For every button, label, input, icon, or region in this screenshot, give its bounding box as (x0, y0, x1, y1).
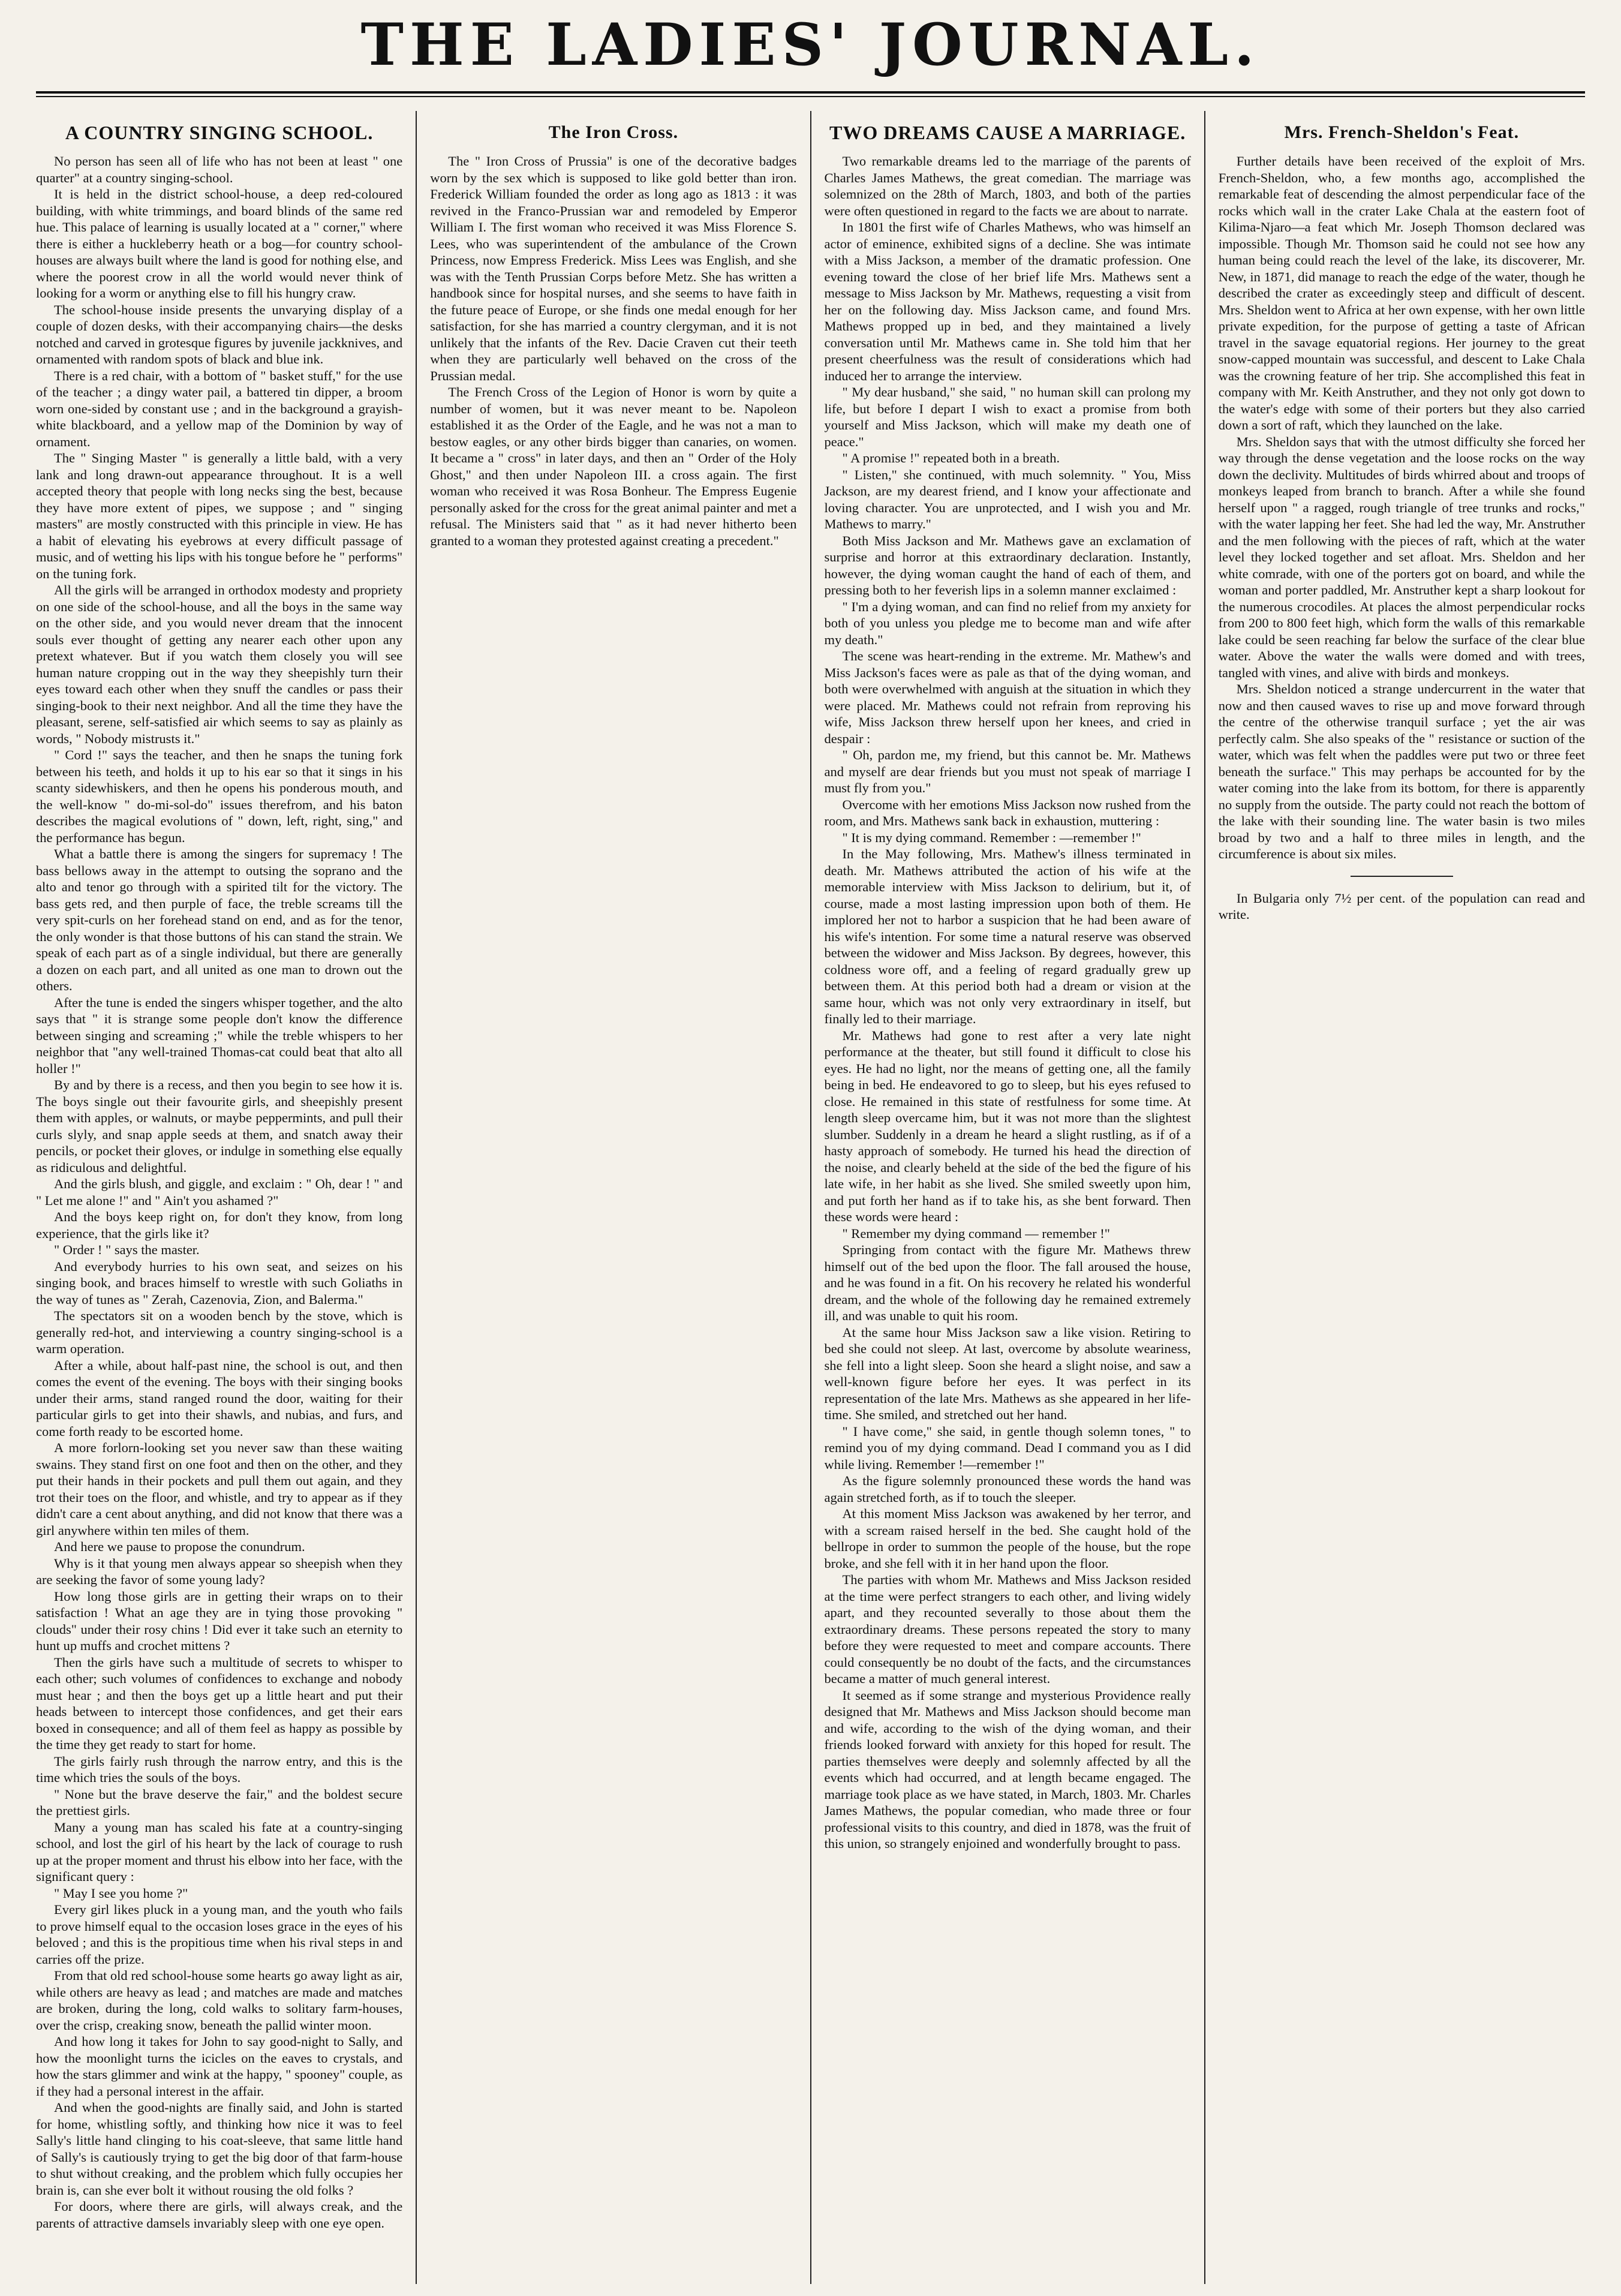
article-3 (1219, 122, 1585, 862)
article-title: The Iron Cross. (548, 122, 679, 142)
paragraph: And here we pause to propose the conundrum. (54, 1539, 305, 1554)
paragraph: " Remember my dying command — remember !" (842, 1225, 1110, 1241)
paragraph: In the May following, Mrs. Mathew's illness terminated in death. Mr. Mathews attributed the action of his wife at the memorable interview with Miss Jackson to delirium, but it, of course, made a most lasting impression upon both of them. He implored her not to harbor a suspicion that he had been aware of his wife's intention. For some time a natural reserve was observed between the widower and Miss Jackson. By degrees, however, this coldness wore off, and a feeling of regard gradually grew up between them. At this period both had a dream or vision at the same hour, which was not only very extraordinary in itself, but finally led to their marriage. (824, 846, 1191, 1026)
paragraph: The spectators sit on a wooden bench by the stove, which is generally red-hot, and interviewing a country singing-school is a warm operation. (36, 1308, 403, 1356)
article-2 (825, 122, 1191, 1852)
paragraph: There is a red chair, with a bottom of " basket stuff," for the use of the teacher ; a dingy water pail, a battered tin dipper, a broom worn one-sided by constant use ; and in the background a grayish-white blackboard, and a yellow map of the Dominion by way of ornament. (36, 368, 403, 449)
paragraph: The French Cross of the Legion of Honor is worn by quite a number of women, but it was never meant to be. Napoleon established it as the Order of the Eagle, and he was not a man to bestow eagles, or any other birds bigger than canaries, on women. It became a " cross" in later days, and then an " Order of the Holy Ghost," and then under Napoleon III. a cross again. The first woman who received it was Rosa Bonheur. The Empress Eugenie personally asked for the cross for the great animal painter and met a refusal. The Ministers said that " as it had never hitherto been granted to a woman they protested against creating a precedent." (430, 384, 797, 548)
masthead: THE LADIES' JOURNAL. (360, 11, 1261, 79)
paragraph: At this moment Miss Jackson was awakened by her terror, and with a scream raised herself in the bed. She caught hold of the bellrope in order to summon the people of the house, but the rope broke, and she fell with it in her hand upon the floor. (824, 1506, 1191, 1571)
paragraph: " None but the brave deserve the fair," and the boldest secure the prettiest girls. (36, 1786, 403, 1818)
paragraph: The parties with whom Mr. Mathews and Miss Jackson resided at the time were perfect strangers to each other, and living widely apart, and they recounted severally to those about them the extraordinary dreams. These persons repeated the story to many before they were requested to meet and compare accounts. There could consequently be no doubt of the facts, and the circumstances became a matter of much general interest. (824, 1572, 1191, 1686)
article-title: Mrs. French-Sheldon's Feat. (1284, 122, 1520, 142)
paragraph: In Bulgaria only 7½ per cent. of the population can read and write. (1218, 890, 1585, 922)
paragraph: Mr. Mathews had gone to rest after a very late night performance at the theater, but still found it difficult to close his eyes. He had no light, nor the means of getting one, all the family being in bed. He endeavored to go to sleep, but his eyes refused to close. He remained in this state of restfulness for some time. At length sleep overcame him, but it was not more than the slightest slumber. Suddenly in a dream he heard a slight rustling, as if of a hasty approach of somebody. He turned his head the direction of the noise, and clearly beheld at the side of the bed the figure of his late wife, in her habit as she lived. She smiled sweetly upon him, and put forth her hand as if to take his, as she bent forward. Then these words were heard : (824, 1027, 1191, 1224)
article-4 (1219, 876, 1585, 923)
paragraph: " Order ! " says the master. (54, 1242, 200, 1257)
paragraph: And the boys keep right on, for don't they know, from long experience, that the girls like it? (36, 1209, 403, 1241)
paragraph: And everybody hurries to his own seat, and seizes on his singing book, and braces himself to wrestle with such Goliaths in the way of tunes as " Zerah, Cazenovia, Zion, and Balerma." (36, 1258, 403, 1307)
paragraph: The " Iron Cross of Prussia" is one of the decorative badges worn by the sex which is supposed to like gold better than iron. Frederick William founded the order as long ago as 1813 : it was revived in the Franco-Prussian war and remodeled by Emperor William I. The first woman who received it was Miss Florence S. Lees, who was superintendent of the ambulance of the Crown Princess, now Empress Frederick. Miss Lees was English, and she was with the Tenth Prussian Corps before Metz. She has written a handbook since for hospital nurses, and she seems to have faith in the future peace of Europe, or she finds one medal enough for her satisfaction, for she has married a country clergyman, and it is not unlikely that the infants of the Rev. Dacie Craven cut their teeth when they are particularly well behaved on the cross of the Prussian medal. (430, 154, 797, 383)
paragraph: And how long it takes for John to say good-night to Sally, and how the moonlight turns the icicles on the eaves to crystals, and how the stars glimmer and wink at the happy, " spooney" couple, as if they had a personal interest in the affair. (36, 2034, 403, 2099)
paragraph: Every girl likes pluck in a young man, and the youth who fails to prove himself equal to the occasion loses grace in the eyes of his beloved ; and this is the propitious time when his rival steps in and carries off the prize. (36, 1902, 403, 1967)
paragraph: No person has seen all of life who has not been at least " one quarter" at a country singing-school. (36, 154, 403, 185)
paragraph: It is held in the district school-house, a deep red-coloured building, with white trimmings, and board blinds of the same red hue. This palace of learning is usually located at a " corner," where there is either a huckleberry heath or a bog—for country school-houses are always built where the land is good for nothing else, and where the poorest crow in all the world would never think of looking for a worm or anything else to fill his hungry craw. (36, 187, 403, 300)
paragraph: Two remarkable dreams led to the marriage of the parents of Charles James Mathews, the great comedian. The marriage was solemnized on the 28th of March, 1803, and both of the parties were often questioned in regard to the facts we are about to narrate. (824, 154, 1191, 218)
paragraph: The scene was heart-rending in the extreme. Mr. Mathew's and Miss Jackson's faces were as pale as that of the dying woman, and both were overwhelmed with anguish at the situation in which they were placed. Mr. Mathews could not refrain from reproving his wife, Miss Jackson threw herself upon her knees, and cried in despair : (824, 648, 1191, 746)
paragraph: " I have come," she said, in gentle though solemn tones, " to remind you of my dying command. Dead I command you as I did while living. Remember !—remember !" (824, 1423, 1191, 1472)
paragraph: Mrs. Sheldon noticed a strange undercurrent in the water that now and then caused waves to rise up and move forward through the centre of the otherwise tranquil surface ; yet the air was perfectly calm. She also speaks of the " resistance or suction of the water, which was felt when the paddles were put two or three feet beneath the surface." This may perhaps be accounted for by the water coming into the lake from its bottom, for there is apparently no supply from the outside. The party could not reach the bottom of the lake with their sounding line. The water basin is two miles broad by two and a half to three miles in length, and the circumference is about six miles. (1218, 681, 1585, 861)
column-1 (36, 111, 416, 2284)
column-4 (1204, 111, 1585, 2284)
paragraph: " It is my dying command. Remember : —remember !" (842, 830, 1141, 845)
paragraph: What a battle there is among the singers for supremacy ! The bass bellows away in the attempt to outsing the soprano and the alto and tenor go through with a spirited tilt for the victory. The bass gets red, and then purple of face, the treble screams till the very spit-curls on her forehead stand on end, and as for the tenor, the only wonder is that those buttons of his can stand the strain. We speak of each part as of a single individual, but there are generally a dozen on each part, and all united as one man to drown out the others. (36, 846, 403, 993)
columns (36, 111, 1585, 2284)
paragraph: Springing from contact with the figure Mr. Mathews threw himself out of the bed upon the floor. The fall aroused the house, and he was found in a fit. On his recovery he related his wonderful dream, and the whole of the following day he remained extremely ill, and was unable to quit his room. (824, 1242, 1191, 1323)
paragraph: After a while, about half-past nine, the school is out, and then comes the event of the evening. The boys with their singing books under their arms, stand ranged round the door, waiting for their particular girls to get into their shawls, and nubias, and furs, and come forth ready to be escorted home. (36, 1357, 403, 1439)
paragraph: The school-house inside presents the unvarying display of a couple of dozen desks, with their accompanying chairs—the desks notched and carved in grotesque figures by juvenile jackknives, and ornamented with random spots of black and blue ink. (36, 302, 403, 366)
paragraph: At the same hour Miss Jackson saw a like vision. Retiring to bed she could not sleep. At last, overcome by absolute weariness, she fell into a light sleep. Soon she heard a slight noise, and saw a well-known figure before her eyes. It was perfect in its representation of the late Mrs. Mathews as she appeared in her life-time. She smiled, and stretched out her hand. (824, 1324, 1191, 1422)
masthead-rule (36, 91, 1585, 94)
paragraph: Many a young man has scaled his fate at a country-singing school, and lost the girl of his heart by the lack of courage to rush up at the proper moment and thrust his elbow into her face, with the significant query : (36, 1819, 403, 1884)
paragraph: Overcome with her emotions Miss Jackson now rushed from the room, and Mrs. Mathews sank back in exhaustion, muttering : (824, 797, 1191, 828)
paragraph: " Cord !" says the teacher, and then he snaps the tuning fork between his teeth, and holds it up to his ear so that it sings in his scanty sidewhiskers, and then he opens his ponderous mouth, and the well-know " do-mi-sol-do" issues therefrom, and his baton describes the magical evolutions of " down, left, right, sing," and the performance has begun. (36, 747, 403, 845)
paragraph: Mrs. Sheldon says that with the utmost difficulty she forced her way through the dense vegetation and the loose rocks on the way down the declivity. Multitudes of birds whirred about and troops of monkeys leaped from branch to branch. After a while she found herself upon " a ragged, rough triangle of tree trunks and rocks," with the water lapping her feet. She had led the way, Mr. Anstruther and the men following with the pieces of raft, which at the water level they locked together and set afloat. Mrs. Sheldon and her white comrade, with one of the porters got on board, and while the woman and porter paddled, Mr. Anstruther kept a sharp lookout for the numerous crocodiles. At places the almost perpendicular rocks from 200 to 800 feet high, which form the walls of this remarkable lake could be seen reaching far below the surface of the clear blue water. Above the water the walls were domed and with trees, tangled with vines, and alive with birds and monkeys. (1218, 434, 1585, 680)
paragraph: From that old red school-house some hearts go away light as air, while others are heavy as lead ; and matches are made and matches are broken, during the long, cold walks to solitary farm-houses, over the crisp, creaking snow, beneath the pallid winter moon. (36, 1968, 403, 2033)
paragraph: How long those girls are in getting their wraps on to their satisfaction ! What an age they are in tying those provoking " clouds" under their rosy chins ! Did ever it take such an eternity to hunt up muffs and crochet mittens ? (36, 1588, 403, 1653)
paragraph: A more forlorn-looking set you never saw than these waiting swains. They stand first on one foot and then on the other, and they put their hands in their pockets and pull them out again, and they trot their toes on the floor, and whistle, and try to appear as if they didn't care a cent about anything, and did not know that there was a girl anywhere within ten miles of them. (36, 1440, 403, 1538)
paragraph: In 1801 the first wife of Charles Mathews, who was himself an actor of eminence, exhibited signs of a decline. She was intimate with a Miss Jackson, a member of the dramatic profession. One evening toward the close of her brief life Mrs. Mathews sent a message to Miss Jackson by Mr. Mathews, requesting a visit from her on the following day. Miss Jackson came, and found Mrs. Mathews propped up in bed, and they maintained a lively conversation until Mr. Mathews came in. She told him that her present cheerfulness was the result of considerations which had induced her to arrange the interview. (824, 220, 1191, 383)
paragraph: The girls fairly rush through the narrow entry, and this is the time which tries the souls of the boys. (36, 1753, 403, 1785)
paragraph: " I'm a dying woman, and can find no relief from my anxiety for both of you unless you pledge me to become man and wife after my death." (824, 599, 1191, 647)
paragraph: It seemed as if some strange and mysterious Providence really designed that Mr. Mathews and Miss Jackson should become man and wife, according to the wish of the dying woman, and their friends looked forward with anxiety for this hoped for result. The parties themselves were deeply and solemnly affected by all the events which had occurred, and at length became engaged. The marriage took place as we have stated, in March, 1803. Mr. Charles James Mathews, the popular comedian, who made three or four professional visits to this country, and died in 1878, was the fruit of this union, so strangely enjoined and wonderfully brought to pass. (824, 1687, 1191, 1851)
paragraph: " Listen," she continued, with much solemnity. " You, Miss Jackson, are my dearest friend, and I know your affectionate and loving character. You are unprotected, and I wish you and Mr. Mathews to marry." (824, 467, 1191, 531)
paragraph: By and by there is a recess, and then you begin to see how it is. The boys single out their favourite girls, and sheepishly present them with apples, or walnuts, or maybe peppermints, and pull their curls slyly, and snap apple seeds at them, and snatch away their pencils, or pocket their gloves, or indulge in something else equally as ridiculous and delightful. (36, 1077, 403, 1175)
paragraph: All the girls will be arranged in orthodox modesty and propriety on one side of the school-house, and all the boys in the same way on the other side, and you would never dream that the innocent souls ever thought of getting any nearer each other upon any pretext whatever. But if you watch them closely you will see human nature cropping out in the way they sheepishly turn their eyes toward each other when they snuff the candles or pass their singing-book to their next neighbor. And all the time they have the pleasant, serene, self-satisfied air which seems to say as plainly as words, " Nobody mistrusts it." (36, 582, 403, 746)
paragraph: And the girls blush, and giggle, and exclaim : " Oh, dear ! " and " Let me alone !" and " Ain't you ashamed ?" (36, 1176, 403, 1208)
paragraph: Why is it that young men always appear so sheepish when they are seeking the favor of some young lady? (36, 1555, 403, 1587)
paragraph: " My dear husband," she said, " no human skill can prolong my life, but before I depart I wish to exact a promise from both yourself and Miss Jackson, which will make my death one of peace." (824, 384, 1191, 449)
paragraph: Then the girls have such a multitude of secrets to whisper to each other; such volumes of confidences to exchange and nobody must hear ; and then the boys get up a little heart and put their heads between to intercept those confidences, and get their ears boxed in consequence; and all of them feel as happy as possible by the time they get ready to start for home. (36, 1654, 403, 1752)
article-0 (36, 122, 402, 2231)
paragraph: " May I see you home ?" (54, 1885, 188, 1901)
column-3 (810, 111, 1204, 2284)
paragraph: " Oh, pardon me, my friend, but this cannot be. Mr. Mathews and myself are dear friends but you must not speak of marriage I must fly from you." (824, 747, 1191, 795)
column-2 (416, 111, 810, 2284)
article-1 (430, 122, 796, 549)
paragraph: The " Singing Master " is generally a little bald, with a very lank and long drawn-out appearance throughout. It is a well accepted theory that people with long necks sing the best, because they have more extent of pipes, we suppose ; and " singing masters" are mostly constructed with this principle in view. He has a habit of elevating his eyebrows at every difficult passage of music, and of wetting his lips with his tongue before he " performs" on the tuning fork. (36, 450, 403, 581)
paragraph: " A promise !" repeated both in a breath. (842, 450, 1060, 465)
paragraph: Further details have been received of the exploit of Mrs. French-Sheldon, who, a few months ago, accomplished the remarkable feat of descending the almost perpendicular face of the rocks which wall in the crater Lake Chala at the eastern foot of Kilima-Njaro—a feat which Mr. Joseph Thomson declared was impossible. Though Mr. Thomson said he could not see how any human being could reach the level of the lake, its discoverer, Mr. New, in 1871, did manage to reach the edge of the water, though he described the crater as exceedingly steep and difficult of descent. Mrs. Sheldon went to Africa at her own expense, with her own little private expedition, for the purpose of getting a taste of African travel in the savage equatorial regions. Her journey to the great snow-capped mountain was successful, and descent to Lake Chala was the crowning feature of her trip. She accomplished this feat in company with Mr. Keith Anstruther, and they not only got down to the water's edge with some of their porters but they also carried down a sort of raft, which they launched on the lake. (1218, 154, 1585, 432)
paragraph: For doors, where there are girls, will always creak, and the parents of attractive damsels invariably sleep with one eye open. (36, 2199, 403, 2231)
paragraph: And when the good-nights are finally said, and John is started for home, whistling softly, and thinking how nice it was to feel Sally's little hand clinging to his coat-sleeve, that same little hand of Sally's is cautiously trying to get the big door of that farm-house to shut without creaking, and the problem which fully occupies her brain is, can she ever bolt it without rousing the old folks ? (36, 2100, 403, 2198)
paragraph: After the tune is ended the singers whisper together, and the alto says that " it is strange some people don't know the difference between singing and screaming ;" while the treble whispers to her neighbor that "any well-trained Thomas-cat could beat that alto all holler !" (36, 994, 403, 1076)
paragraph: As the figure solemnly pronounced these words the hand was again stretched forth, as if to touch the sleeper. (824, 1473, 1191, 1505)
article-title: TWO DREAMS CAUSE A MARRIAGE. (829, 122, 1186, 143)
article-title: A COUNTRY SINGING SCHOOL. (65, 122, 374, 143)
paragraph: Both Miss Jackson and Mr. Mathews gave an exclamation of surprise and horror at this extraordinary declaration. Instantly, however, the dying woman caught the hand of each of them, and pressing both to her feverish lips in a solemn manner exclaimed : (824, 533, 1191, 597)
masthead-rule-thin (36, 96, 1585, 97)
article-divider (1351, 876, 1453, 877)
